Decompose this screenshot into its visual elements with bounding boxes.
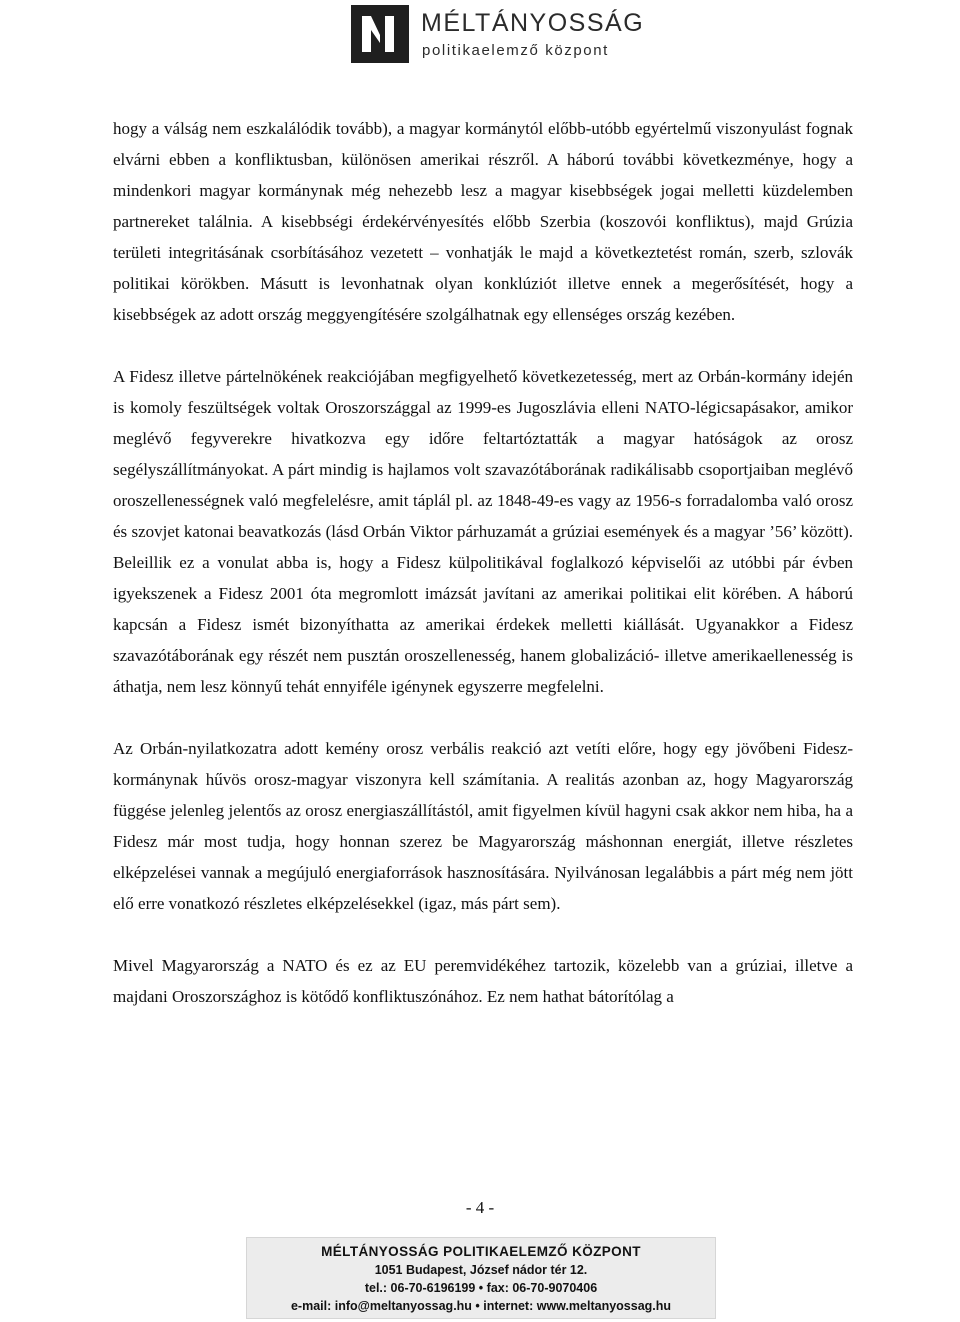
logo-name: MÉLTÁNYOSSÁG xyxy=(421,9,645,37)
page-number: - 4 - xyxy=(465,1198,495,1217)
logo-tagline: politikaelemző központ xyxy=(422,42,609,59)
paragraph-1: hogy a válság nem eszkalálódik tovább), a magyar kormánytól előbb-utóbb egyértelmű viszonyulást fognak elvárni ebben a konfliktusban, különösen amerikai részről. A háború további következménye, hogy a mindenkori magyar kormánynak még nehezebb lesz a magyar kisebbségek jogai melletti küzdelemben partnereket találnia. A kisebbségi érdekérvényesítés előbb Szerbia (koszovói konfliktus), majd Grúzia területi integritásának csorbításához vezetett – vonhatják le majd a következtetést román, szerb, szlovák politikai körökben. Másutt is levonhatnak olyan konklúziót illetve ennek a megerősítését, hogy a kisebbségek az adott ország meggyengítésére szolgálhatnak egy ellenséges ország kezében. xyxy=(113,119,853,324)
footer-box xyxy=(246,1237,716,1319)
footer-address: 1051 Budapest, József nádor tér 12. xyxy=(374,1263,588,1277)
paragraph-4: Mivel Magyarország a NATO és ez az EU peremvidékéhez tartozik, közelebb van a grúziai, illetve a majdani Oroszországhoz is kötődő konfliktuszónához. Ez nem hathat bátorítólag a xyxy=(113,956,853,1006)
paragraph-3: Az Orbán-nyilatkozatra adott kemény orosz verbális reakció azt vetíti előre, hogy egy jövőbeni Fidesz-kormánynak hűvös orosz-magyar viszonyra kell számítania. A realitás azonban az, hogy Magyarország függése jelenleg jelentős az orosz energiaszállítástól, amit figyelmen kívül hagyni csak akkor nem hiba, ha a Fidesz már most tudja, hogy honnan szerez be Magyarország máshonnan energiát, illetve részletes elképzelései vannak a megújuló energiaforrások hasznosítására. Nyilvánosan legalábbis a párt még nem jött elő erre vonatkozó részletes elképzelésekkel (igaz, más párt sem). xyxy=(113,739,853,913)
document-body xyxy=(113,113,853,1012)
header-logo xyxy=(351,5,645,63)
footer-title: MÉLTÁNYOSSÁG POLITIKAELEMZŐ KÖZPONT xyxy=(321,1244,641,1259)
paragraph-2: A Fidesz illetve pártelnökének reakciójában megfigyelhető következetesség, mert az Orbán-kormány idején is komoly feszültségek voltak Oroszországgal az 1999-es Jugoszlávia elleni NATO-légicsapásakor, amikor meglévő fegyverekre hivatkozva egy időre feltartóztatták a magyar hatóságok az orosz segélyszállítmányokat. A párt mindig is hajlamos volt szavazótáborának radikálisabb csoportjaiban meglévő oroszellenességnek való megfelelésre, amit táplál pl. az 1848-49-es vagy az 1956-s forradalomba való orosz és szovjet katonai beavatkozás (lásd Orbán Viktor párhuzamát a grúziai események és a magyar ’56’ között). Beleillik ez a vonulat abba is, hogy a Fidesz külpolitikával foglalkozó képviselői az utóbbi pár évben igyekszenek a Fidesz 2001 óta megromlott imázsát javítani az amerikai politikai elit körében. A háború kapcsán a Fidesz ismét bizonyíthatta az amerikai érdekek melletti kiállását. Ugyanakkor a Fidesz szavazótáborának egy részét nem pusztán oroszellenesség, hanem globalizáció- illetve amerikaellenesség is áthatja, nem lesz könnyű tehát ennyiféle igénynek egyszerre megfelelni. xyxy=(113,367,853,696)
meltanyossag-logo-icon xyxy=(351,5,409,63)
footer-contact: e-mail: info@meltanyossag.hu • internet: www.meltanyossag.hu xyxy=(290,1299,672,1313)
footer-phone-fax: tel.: 06-70-6196199 • fax: 06-70-9070406 xyxy=(364,1281,598,1295)
